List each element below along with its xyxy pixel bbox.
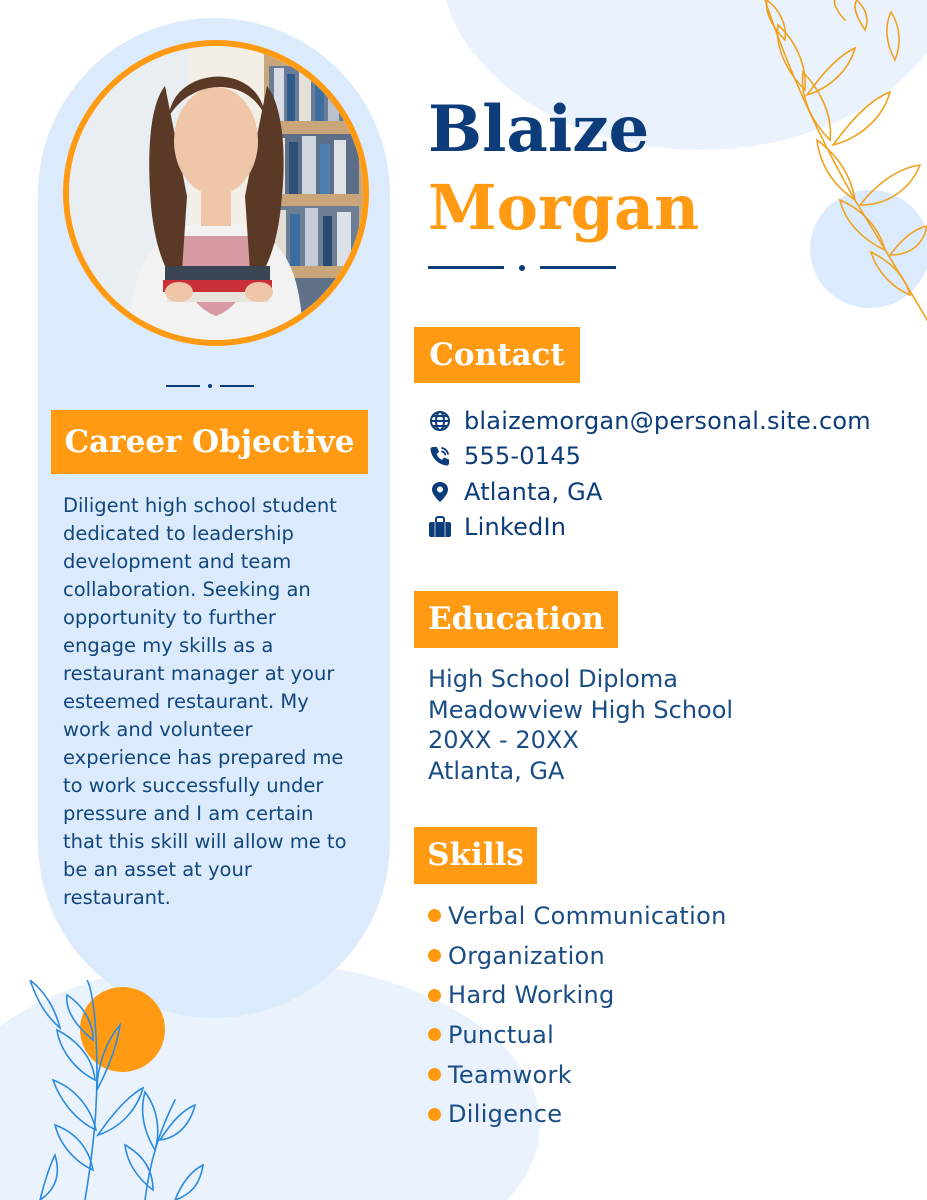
skills-list — [428, 896, 727, 1134]
skills-heading: Skills — [414, 827, 537, 884]
leaf-decoration-orange — [745, 0, 927, 330]
skill-label: Hard Working — [448, 981, 615, 1010]
career-objective-heading: Career Objective — [51, 410, 368, 474]
bullet-dot-icon — [428, 909, 441, 922]
bullet-dot-icon — [428, 1028, 441, 1041]
contact-heading: Contact — [414, 327, 580, 383]
education-degree: High School Diploma — [428, 665, 678, 693]
briefcase-icon — [428, 515, 452, 539]
first-name: Blaize — [428, 92, 650, 167]
name-divider — [428, 265, 618, 271]
career-objective-text: Diligent high school student dedicated to leadership development and team collaboration. Seeking an opportunity to further engage my skills as a restaurant manager at your esteemed restaurant. My work and volunteer experience has prepared me to work successfully under pressure and I am certain that this skill will allow me to be an asset at your restaurant. — [63, 494, 347, 909]
profile-photo — [69, 46, 363, 340]
skill-item — [428, 975, 727, 1015]
bullet-dot-icon — [428, 949, 441, 962]
contact-list — [428, 403, 871, 545]
contact-item-website — [428, 403, 871, 439]
skill-item — [428, 936, 727, 976]
education-details — [428, 664, 733, 786]
bullet-dot-icon — [428, 1108, 441, 1121]
contact-location-text: Atlanta, GA — [464, 477, 603, 506]
contact-item-location — [428, 474, 871, 510]
skill-item — [428, 896, 727, 936]
education-heading: Education — [414, 591, 618, 648]
skill-label: Organization — [448, 941, 606, 970]
sidebar-divider — [166, 384, 256, 388]
skill-label: Punctual — [448, 1020, 555, 1049]
globe-icon — [428, 409, 452, 433]
education-school: Meadowview High School — [428, 695, 734, 724]
skill-label: Diligence — [448, 1100, 563, 1129]
bullet-dot-icon — [428, 989, 441, 1002]
skill-item — [428, 1094, 727, 1134]
contact-website-text[interactable]: blaizemorgan@personal.site.com — [464, 406, 871, 435]
contact-phone-text[interactable]: 555-0145 — [464, 442, 582, 471]
education-dates: 20XX - 20XX — [428, 726, 579, 754]
skill-item — [428, 1015, 727, 1055]
education-location: Atlanta, GA — [428, 756, 565, 785]
last-name: Morgan — [428, 171, 700, 244]
contact-item-phone — [428, 439, 871, 475]
phone-icon — [428, 444, 452, 468]
skill-item — [428, 1055, 727, 1095]
bullet-dot-icon — [428, 1068, 441, 1081]
skill-label: Verbal Communication — [448, 901, 727, 930]
location-pin-icon — [428, 480, 452, 504]
contact-item-linkedin — [428, 510, 871, 546]
profile-photo-illustration — [69, 46, 363, 340]
contact-linkedin-link[interactable]: LinkedIn — [464, 513, 567, 542]
skill-label: Teamwork — [448, 1060, 572, 1089]
leaf-decoration-blue — [25, 980, 205, 1200]
